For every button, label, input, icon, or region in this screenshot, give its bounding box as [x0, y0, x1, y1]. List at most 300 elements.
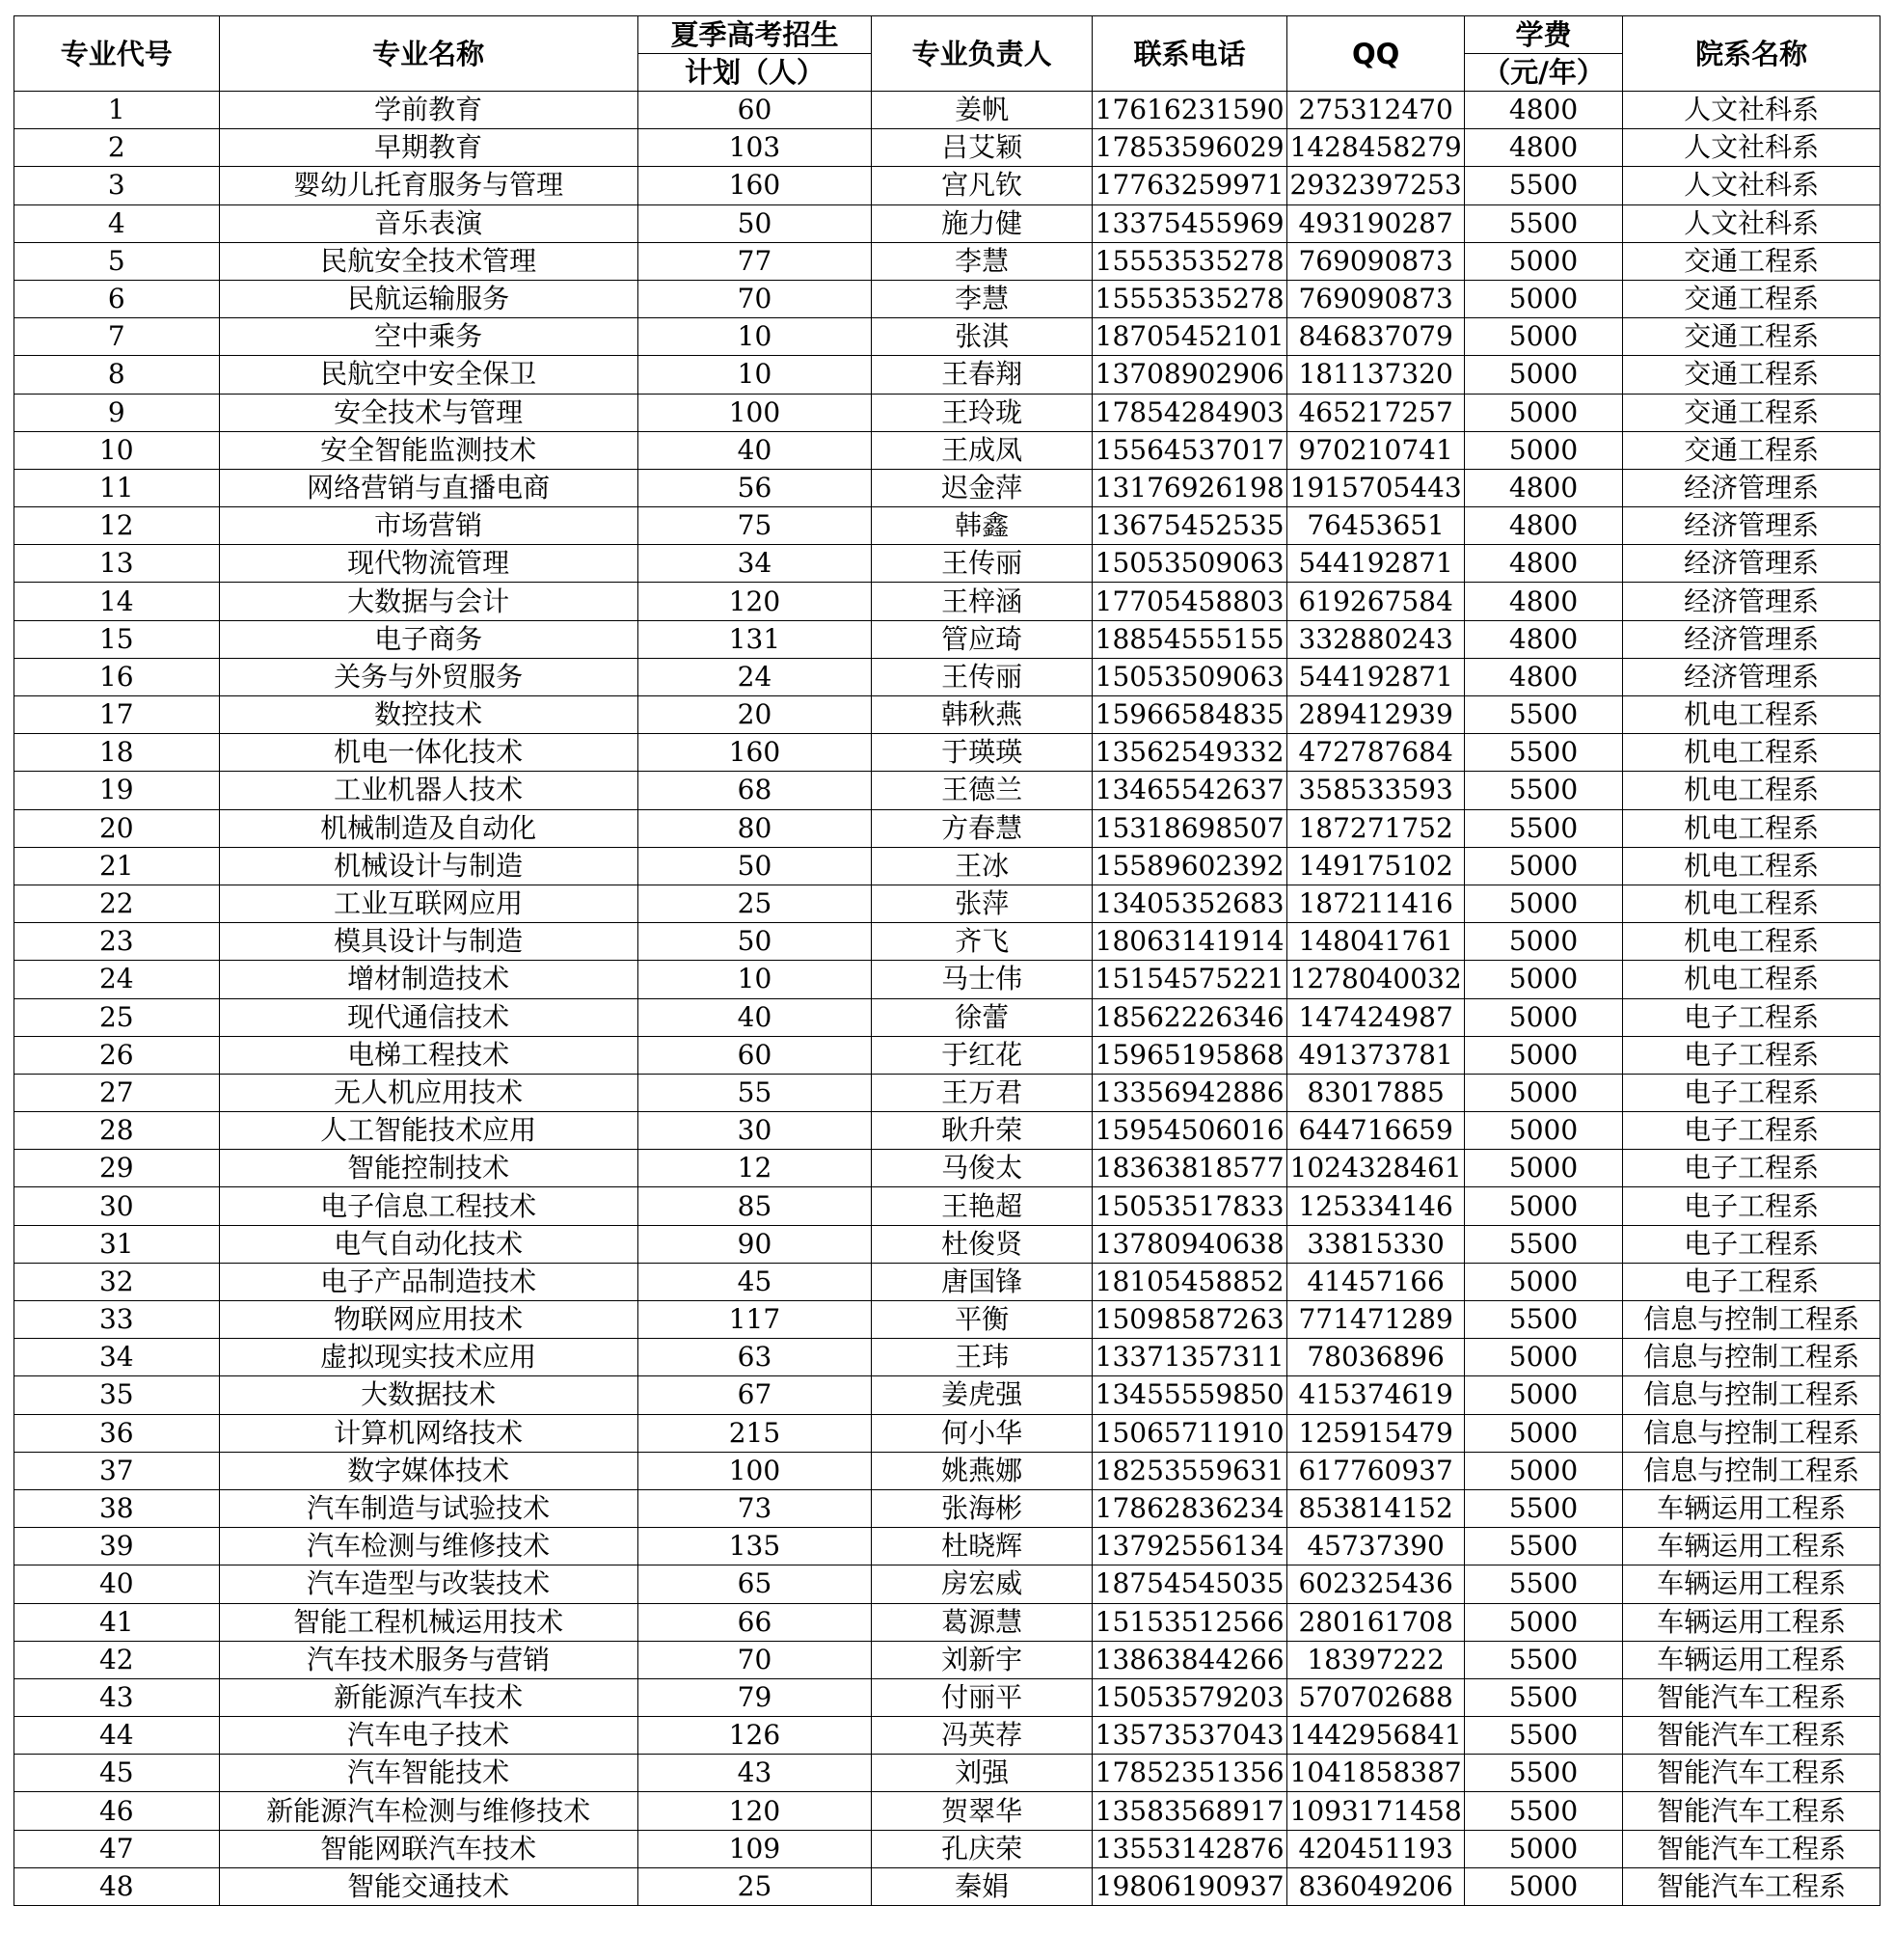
- leader-cell: 韩鑫: [872, 507, 1093, 545]
- name-cell: 民航空中安全保卫: [219, 356, 637, 394]
- table-row: [14, 1489, 1880, 1527]
- phone-cell: 13573537043: [1092, 1717, 1287, 1755]
- fee-cell: 5500: [1464, 1565, 1622, 1603]
- phone-cell: 18705452101: [1092, 318, 1287, 356]
- dept-cell: 机电工程系: [1623, 961, 1880, 998]
- plan-cell: 10: [637, 356, 872, 394]
- dept-cell: 经济管理系: [1623, 583, 1880, 620]
- leader-cell: 王德兰: [872, 772, 1093, 809]
- phone-cell: 18854555155: [1092, 620, 1287, 658]
- code-cell: 20: [14, 809, 220, 847]
- name-cell: 汽车智能技术: [219, 1755, 637, 1792]
- leader-cell: 耿升荣: [872, 1112, 1093, 1150]
- qq-cell: 1024328461: [1287, 1150, 1464, 1187]
- leader-cell: 贺翠华: [872, 1792, 1093, 1830]
- dept-cell: 智能汽车工程系: [1623, 1717, 1880, 1755]
- qq-cell: 78036896: [1287, 1339, 1464, 1376]
- leader-cell: 于瑛瑛: [872, 734, 1093, 772]
- enrollment-sheet: [14, 15, 1880, 1906]
- fee-cell: 5000: [1464, 1603, 1622, 1641]
- table-row: [14, 204, 1880, 242]
- leader-cell: 何小华: [872, 1414, 1093, 1452]
- phone-cell: 13371357311: [1092, 1339, 1287, 1376]
- code-cell: 33: [14, 1301, 220, 1339]
- plan-cell: 215: [637, 1414, 872, 1452]
- name-cell: 机械制造及自动化: [219, 809, 637, 847]
- dept-cell: 智能汽车工程系: [1623, 1755, 1880, 1792]
- code-cell: 7: [14, 318, 220, 356]
- phone-cell: 15053509063: [1092, 545, 1287, 583]
- dept-cell: 人文社科系: [1623, 129, 1880, 167]
- code-cell: 41: [14, 1603, 220, 1641]
- dept-cell: 车辆运用工程系: [1623, 1603, 1880, 1641]
- table-row: [14, 1339, 1880, 1376]
- leader-cell: 徐蕾: [872, 998, 1093, 1036]
- fee-cell: 5000: [1464, 280, 1622, 317]
- plan-cell: 120: [637, 583, 872, 620]
- plan-cell: 67: [637, 1376, 872, 1414]
- fee-cell: 5500: [1464, 734, 1622, 772]
- code-cell: 44: [14, 1717, 220, 1755]
- name-cell: 民航运输服务: [219, 280, 637, 317]
- code-cell: 29: [14, 1150, 220, 1187]
- table-row: [14, 1225, 1880, 1263]
- leader-cell: 王玮: [872, 1339, 1093, 1376]
- table-row: [14, 1150, 1880, 1187]
- plan-cell: 85: [637, 1187, 872, 1225]
- dept-cell: 信息与控制工程系: [1623, 1452, 1880, 1489]
- name-cell: 大数据技术: [219, 1376, 637, 1414]
- fee-cell: 5500: [1464, 1755, 1622, 1792]
- plan-cell: 45: [637, 1263, 872, 1300]
- dept-cell: 交通工程系: [1623, 394, 1880, 431]
- fee-cell: 4800: [1464, 507, 1622, 545]
- fee-cell: 5000: [1464, 394, 1622, 431]
- code-cell: 11: [14, 469, 220, 506]
- table-row: [14, 1641, 1880, 1678]
- fee-cell: 4800: [1464, 129, 1622, 167]
- plan-cell: 50: [637, 204, 872, 242]
- table-row: [14, 772, 1880, 809]
- fee-cell: 5000: [1464, 1452, 1622, 1489]
- fee-cell: 5500: [1464, 1678, 1622, 1716]
- plan-cell: 77: [637, 242, 872, 280]
- qq-cell: 493190287: [1287, 204, 1464, 242]
- fee-cell: 5000: [1464, 1074, 1622, 1111]
- leader-cell: 迟金萍: [872, 469, 1093, 506]
- phone-cell: 15154575221: [1092, 961, 1287, 998]
- leader-cell: 韩秋燕: [872, 696, 1093, 734]
- name-cell: 智能控制技术: [219, 1150, 637, 1187]
- phone-cell: 13553142876: [1092, 1830, 1287, 1867]
- code-cell: 1: [14, 92, 220, 129]
- table-row: [14, 431, 1880, 469]
- phone-cell: 15053579203: [1092, 1678, 1287, 1716]
- phone-cell: 13176926198: [1092, 469, 1287, 506]
- dept-cell: 人文社科系: [1623, 167, 1880, 204]
- fee-cell: 5500: [1464, 1792, 1622, 1830]
- qq-cell: 18397222: [1287, 1641, 1464, 1678]
- header-fee-line1: 学费: [1464, 16, 1622, 54]
- qq-cell: 1278040032: [1287, 961, 1464, 998]
- qq-cell: 465217257: [1287, 394, 1464, 431]
- qq-cell: 148041761: [1287, 923, 1464, 961]
- plan-cell: 34: [637, 545, 872, 583]
- code-cell: 43: [14, 1678, 220, 1716]
- name-cell: 智能交通技术: [219, 1867, 637, 1905]
- qq-cell: 544192871: [1287, 545, 1464, 583]
- name-cell: 工业机器人技术: [219, 772, 637, 809]
- qq-cell: 332880243: [1287, 620, 1464, 658]
- qq-cell: 472787684: [1287, 734, 1464, 772]
- qq-cell: 491373781: [1287, 1036, 1464, 1074]
- fee-cell: 5500: [1464, 1301, 1622, 1339]
- fee-cell: 5000: [1464, 1036, 1622, 1074]
- qq-cell: 76453651: [1287, 507, 1464, 545]
- leader-cell: 姜虎强: [872, 1376, 1093, 1414]
- dept-cell: 机电工程系: [1623, 772, 1880, 809]
- fee-cell: 5000: [1464, 318, 1622, 356]
- fee-cell: 5500: [1464, 809, 1622, 847]
- code-cell: 42: [14, 1641, 220, 1678]
- leader-cell: 张海彬: [872, 1489, 1093, 1527]
- leader-cell: 孔庆荣: [872, 1830, 1093, 1867]
- plan-cell: 40: [637, 431, 872, 469]
- plan-cell: 70: [637, 1641, 872, 1678]
- phone-cell: 17854284903: [1092, 394, 1287, 431]
- phone-cell: 13792556134: [1092, 1528, 1287, 1565]
- qq-cell: 289412939: [1287, 696, 1464, 734]
- leader-cell: 平衡: [872, 1301, 1093, 1339]
- qq-cell: 836049206: [1287, 1867, 1464, 1905]
- leader-cell: 王春翔: [872, 356, 1093, 394]
- fee-cell: 5500: [1464, 1489, 1622, 1527]
- code-cell: 39: [14, 1528, 220, 1565]
- name-cell: 模具设计与制造: [219, 923, 637, 961]
- code-cell: 22: [14, 885, 220, 922]
- plan-cell: 12: [637, 1150, 872, 1187]
- table-row: [14, 1603, 1880, 1641]
- name-cell: 市场营销: [219, 507, 637, 545]
- fee-cell: 5000: [1464, 431, 1622, 469]
- phone-cell: 13708902906: [1092, 356, 1287, 394]
- qq-cell: 1442956841: [1287, 1717, 1464, 1755]
- phone-cell: 17763259971: [1092, 167, 1287, 204]
- qq-cell: 769090873: [1287, 242, 1464, 280]
- name-cell: 空中乘务: [219, 318, 637, 356]
- table-row: [14, 1867, 1880, 1905]
- qq-cell: 187211416: [1287, 885, 1464, 922]
- phone-cell: 15965195868: [1092, 1036, 1287, 1074]
- phone-cell: 15053517833: [1092, 1187, 1287, 1225]
- table-row: [14, 998, 1880, 1036]
- name-cell: 智能工程机械运用技术: [219, 1603, 637, 1641]
- dept-cell: 智能汽车工程系: [1623, 1830, 1880, 1867]
- table-row: [14, 923, 1880, 961]
- code-cell: 17: [14, 696, 220, 734]
- code-cell: 32: [14, 1263, 220, 1300]
- plan-cell: 30: [637, 1112, 872, 1150]
- dept-cell: 车辆运用工程系: [1623, 1565, 1880, 1603]
- phone-cell: 15318698507: [1092, 809, 1287, 847]
- table-row: [14, 356, 1880, 394]
- phone-cell: 18253559631: [1092, 1452, 1287, 1489]
- name-cell: 计算机网络技术: [219, 1414, 637, 1452]
- code-cell: 15: [14, 620, 220, 658]
- dept-cell: 交通工程系: [1623, 318, 1880, 356]
- phone-cell: 13780940638: [1092, 1225, 1287, 1263]
- table-row: [14, 318, 1880, 356]
- leader-cell: 方春慧: [872, 809, 1093, 847]
- leader-cell: 王冰: [872, 847, 1093, 885]
- name-cell: 人工智能技术应用: [219, 1112, 637, 1150]
- phone-cell: 15098587263: [1092, 1301, 1287, 1339]
- plan-cell: 109: [637, 1830, 872, 1867]
- fee-cell: 4800: [1464, 92, 1622, 129]
- name-cell: 早期教育: [219, 129, 637, 167]
- dept-cell: 信息与控制工程系: [1623, 1376, 1880, 1414]
- fee-cell: 5000: [1464, 961, 1622, 998]
- name-cell: 现代物流管理: [219, 545, 637, 583]
- leader-cell: 杜晓辉: [872, 1528, 1093, 1565]
- phone-cell: 18363818577: [1092, 1150, 1287, 1187]
- code-cell: 8: [14, 356, 220, 394]
- table-row: [14, 545, 1880, 583]
- phone-cell: 15053509063: [1092, 658, 1287, 695]
- name-cell: 虚拟现实技术应用: [219, 1339, 637, 1376]
- phone-cell: 15564537017: [1092, 431, 1287, 469]
- qq-cell: 769090873: [1287, 280, 1464, 317]
- qq-cell: 2932397253: [1287, 167, 1464, 204]
- fee-cell: 4800: [1464, 620, 1622, 658]
- qq-cell: 415374619: [1287, 1376, 1464, 1414]
- plan-cell: 117: [637, 1301, 872, 1339]
- leader-cell: 宫凡钦: [872, 167, 1093, 204]
- name-cell: 工业互联网应用: [219, 885, 637, 922]
- dept-cell: 电子工程系: [1623, 998, 1880, 1036]
- leader-cell: 张萍: [872, 885, 1093, 922]
- plan-cell: 43: [637, 1755, 872, 1792]
- qq-cell: 544192871: [1287, 658, 1464, 695]
- fee-cell: 5000: [1464, 1339, 1622, 1376]
- dept-cell: 电子工程系: [1623, 1036, 1880, 1074]
- code-cell: 40: [14, 1565, 220, 1603]
- dept-cell: 电子工程系: [1623, 1225, 1880, 1263]
- fee-cell: 5000: [1464, 1263, 1622, 1300]
- fee-cell: 5000: [1464, 356, 1622, 394]
- dept-cell: 机电工程系: [1623, 923, 1880, 961]
- table-header: [14, 16, 1880, 92]
- code-cell: 34: [14, 1339, 220, 1376]
- code-cell: 16: [14, 658, 220, 695]
- name-cell: 汽车技术服务与营销: [219, 1641, 637, 1678]
- phone-cell: 18105458852: [1092, 1263, 1287, 1300]
- header-fee-line2: （元/年）: [1464, 54, 1622, 92]
- plan-cell: 24: [637, 658, 872, 695]
- leader-cell: 张淇: [872, 318, 1093, 356]
- plan-cell: 103: [637, 129, 872, 167]
- leader-cell: 于红花: [872, 1036, 1093, 1074]
- qq-cell: 602325436: [1287, 1565, 1464, 1603]
- name-cell: 电子商务: [219, 620, 637, 658]
- dept-cell: 机电工程系: [1623, 734, 1880, 772]
- plan-cell: 55: [637, 1074, 872, 1111]
- dept-cell: 交通工程系: [1623, 242, 1880, 280]
- header-row-1: [14, 16, 1880, 54]
- table-row: [14, 394, 1880, 431]
- leader-cell: 姚燕娜: [872, 1452, 1093, 1489]
- plan-cell: 100: [637, 394, 872, 431]
- leader-cell: 吕艾颖: [872, 129, 1093, 167]
- leader-cell: 杜俊贤: [872, 1225, 1093, 1263]
- name-cell: 安全技术与管理: [219, 394, 637, 431]
- leader-cell: 王成凤: [872, 431, 1093, 469]
- dept-cell: 交通工程系: [1623, 280, 1880, 317]
- leader-cell: 秦娟: [872, 1867, 1093, 1905]
- name-cell: 无人机应用技术: [219, 1074, 637, 1111]
- code-cell: 4: [14, 204, 220, 242]
- fee-cell: 5500: [1464, 1528, 1622, 1565]
- dept-cell: 智能汽车工程系: [1623, 1792, 1880, 1830]
- phone-cell: 15153512566: [1092, 1603, 1287, 1641]
- code-cell: 23: [14, 923, 220, 961]
- leader-cell: 唐国锋: [872, 1263, 1093, 1300]
- plan-cell: 160: [637, 734, 872, 772]
- table-row: [14, 734, 1880, 772]
- plan-cell: 79: [637, 1678, 872, 1716]
- header-dept: 院系名称: [1623, 16, 1880, 92]
- phone-cell: 19806190937: [1092, 1867, 1287, 1905]
- name-cell: 汽车检测与维修技术: [219, 1528, 637, 1565]
- dept-cell: 智能汽车工程系: [1623, 1867, 1880, 1905]
- dept-cell: 电子工程系: [1623, 1074, 1880, 1111]
- qq-cell: 420451193: [1287, 1830, 1464, 1867]
- leader-cell: 王玲珑: [872, 394, 1093, 431]
- fee-cell: 5000: [1464, 1150, 1622, 1187]
- header-leader: 专业负责人: [872, 16, 1093, 92]
- qq-cell: 275312470: [1287, 92, 1464, 129]
- phone-cell: 13375455969: [1092, 204, 1287, 242]
- qq-cell: 1915705443: [1287, 469, 1464, 506]
- name-cell: 智能网联汽车技术: [219, 1830, 637, 1867]
- name-cell: 汽车电子技术: [219, 1717, 637, 1755]
- name-cell: 电梯工程技术: [219, 1036, 637, 1074]
- fee-cell: 5500: [1464, 1641, 1622, 1678]
- name-cell: 新能源汽车检测与维修技术: [219, 1792, 637, 1830]
- table-row: [14, 620, 1880, 658]
- plan-cell: 75: [637, 507, 872, 545]
- dept-cell: 经济管理系: [1623, 620, 1880, 658]
- fee-cell: 5000: [1464, 923, 1622, 961]
- plan-cell: 56: [637, 469, 872, 506]
- code-cell: 26: [14, 1036, 220, 1074]
- header-name: 专业名称: [219, 16, 637, 92]
- code-cell: 27: [14, 1074, 220, 1111]
- phone-cell: 17852351356: [1092, 1755, 1287, 1792]
- leader-cell: 刘强: [872, 1755, 1093, 1792]
- phone-cell: 15966584835: [1092, 696, 1287, 734]
- plan-cell: 40: [637, 998, 872, 1036]
- fee-cell: 5000: [1464, 1414, 1622, 1452]
- plan-cell: 10: [637, 961, 872, 998]
- leader-cell: 房宏威: [872, 1565, 1093, 1603]
- name-cell: 数字媒体技术: [219, 1452, 637, 1489]
- plan-cell: 120: [637, 1792, 872, 1830]
- phone-cell: 13405352683: [1092, 885, 1287, 922]
- table-body: [14, 92, 1880, 1906]
- fee-cell: 5500: [1464, 772, 1622, 809]
- phone-cell: 13583568917: [1092, 1792, 1287, 1830]
- qq-cell: 970210741: [1287, 431, 1464, 469]
- table-row: [14, 1036, 1880, 1074]
- fee-cell: 5500: [1464, 1717, 1622, 1755]
- phone-cell: 13562549332: [1092, 734, 1287, 772]
- qq-cell: 619267584: [1287, 583, 1464, 620]
- plan-cell: 60: [637, 92, 872, 129]
- code-cell: 19: [14, 772, 220, 809]
- table-row: [14, 280, 1880, 317]
- dept-cell: 经济管理系: [1623, 507, 1880, 545]
- code-cell: 9: [14, 394, 220, 431]
- phone-cell: 17862836234: [1092, 1489, 1287, 1527]
- plan-cell: 90: [637, 1225, 872, 1263]
- name-cell: 数控技术: [219, 696, 637, 734]
- phone-cell: 13455559850: [1092, 1376, 1287, 1414]
- fee-cell: 5000: [1464, 1187, 1622, 1225]
- name-cell: 机电一体化技术: [219, 734, 637, 772]
- code-cell: 13: [14, 545, 220, 583]
- fee-cell: 5000: [1464, 885, 1622, 922]
- dept-cell: 机电工程系: [1623, 885, 1880, 922]
- name-cell: 关务与外贸服务: [219, 658, 637, 695]
- code-cell: 18: [14, 734, 220, 772]
- code-cell: 2: [14, 129, 220, 167]
- qq-cell: 1093171458: [1287, 1792, 1464, 1830]
- table-row: [14, 507, 1880, 545]
- fee-cell: 4800: [1464, 469, 1622, 506]
- table-row: [14, 885, 1880, 922]
- code-cell: 14: [14, 583, 220, 620]
- phone-cell: 15065711910: [1092, 1414, 1287, 1452]
- table-row: [14, 92, 1880, 129]
- code-cell: 10: [14, 431, 220, 469]
- qq-cell: 771471289: [1287, 1301, 1464, 1339]
- plan-cell: 160: [637, 167, 872, 204]
- code-cell: 21: [14, 847, 220, 885]
- table-row: [14, 696, 1880, 734]
- leader-cell: 施力健: [872, 204, 1093, 242]
- table-row: [14, 1187, 1880, 1225]
- phone-cell: 15589602392: [1092, 847, 1287, 885]
- header-code: 专业代号: [14, 16, 220, 92]
- code-cell: 24: [14, 961, 220, 998]
- table-row: [14, 1263, 1880, 1300]
- table-row: [14, 1755, 1880, 1792]
- table-row: [14, 583, 1880, 620]
- leader-cell: 王梓涵: [872, 583, 1093, 620]
- code-cell: 37: [14, 1452, 220, 1489]
- dept-cell: 电子工程系: [1623, 1150, 1880, 1187]
- leader-cell: 冯英荐: [872, 1717, 1093, 1755]
- name-cell: 安全智能监测技术: [219, 431, 637, 469]
- code-cell: 46: [14, 1792, 220, 1830]
- phone-cell: 15954506016: [1092, 1112, 1287, 1150]
- plan-cell: 25: [637, 885, 872, 922]
- table-row: [14, 129, 1880, 167]
- qq-cell: 125915479: [1287, 1414, 1464, 1452]
- dept-cell: 经济管理系: [1623, 545, 1880, 583]
- fee-cell: 5000: [1464, 1830, 1622, 1867]
